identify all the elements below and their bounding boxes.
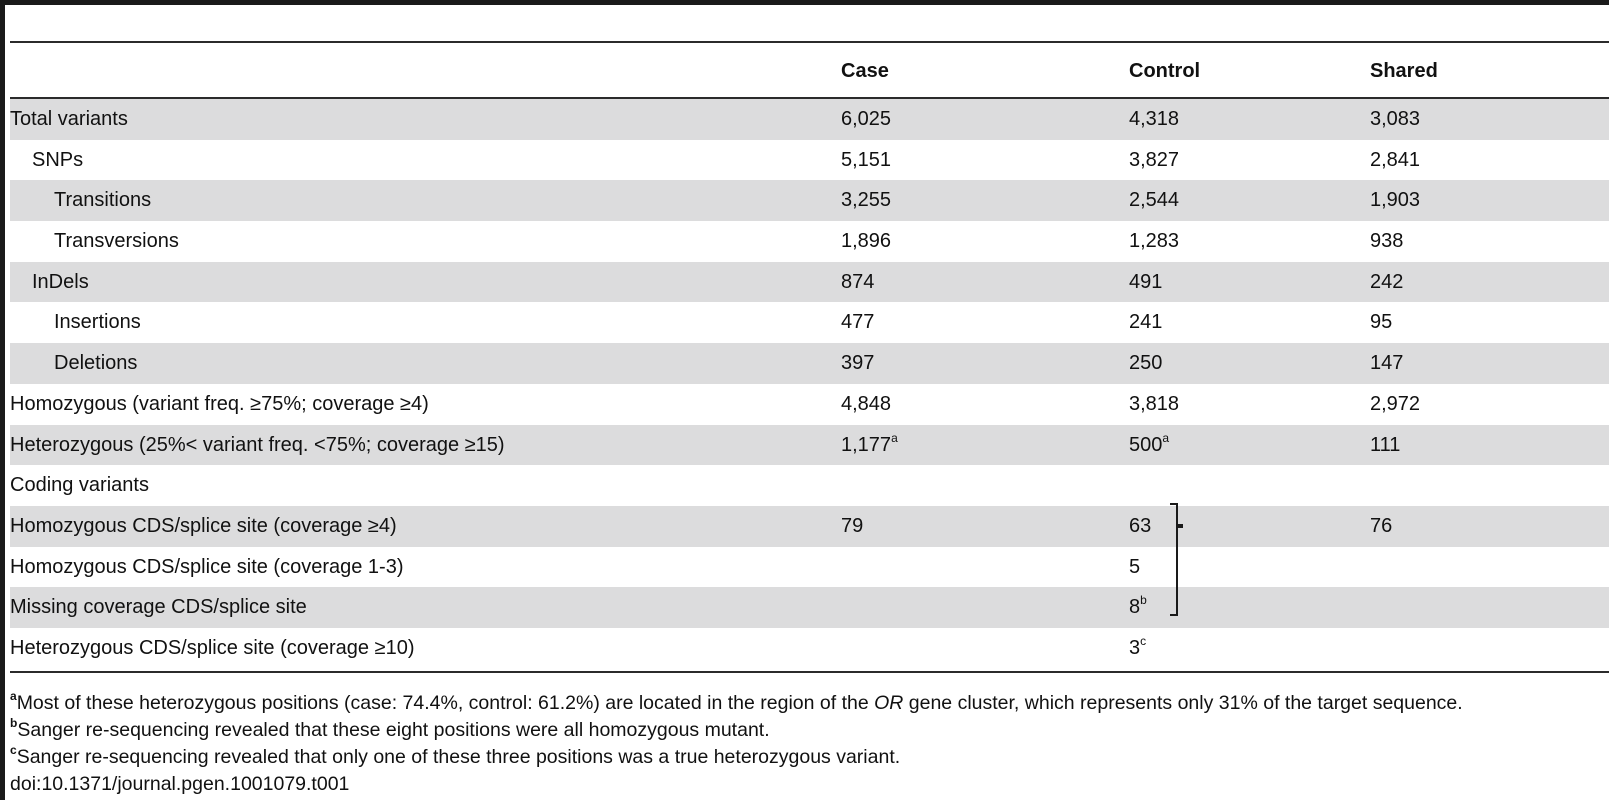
cell-control: 5 [1129, 555, 1141, 578]
row-label: Coding variants [10, 474, 149, 497]
cell-case: 3,255 [841, 189, 892, 212]
cell-case: 6,025 [841, 108, 892, 130]
cell-case: 874 [841, 270, 875, 293]
footnote-text: gene cluster, which represents only 31% of the target sequence. [903, 692, 1463, 714]
cell-control: 4,318 [1129, 108, 1180, 130]
table-row [10, 425, 1609, 466]
cell-shared: 95 [1370, 311, 1393, 334]
row-label: Transitions [54, 189, 152, 212]
row-label: SNPs [32, 148, 84, 171]
cell-shared: 147 [1370, 352, 1404, 375]
grouping-bracket-tick [1178, 524, 1183, 528]
footnote-b [10, 717, 1463, 744]
header-case: Case [841, 60, 889, 82]
left-border [0, 0, 5, 800]
table-bottom-rule [10, 671, 1609, 673]
footnote-text: Sanger re-sequencing revealed that these eight positions were all homozygous mutant. [17, 719, 770, 741]
cell-control: 63 [1129, 514, 1152, 537]
cell-control: 491 [1129, 270, 1163, 293]
row-label: Deletions [54, 352, 138, 375]
cell-control: 1,283 [1129, 230, 1180, 253]
cell-control: 3,818 [1129, 392, 1180, 415]
cell-case: 1,896 [841, 230, 892, 253]
table-row [10, 465, 1609, 506]
table-row [10, 180, 1609, 221]
cell-case: 5,151 [841, 148, 892, 171]
footnote-marker: c [1140, 633, 1147, 648]
row-label: Heterozygous (25%< variant freq. <75%; coverage ≥15) [10, 433, 505, 456]
top-border [0, 0, 1609, 5]
footnote-mark: c [10, 743, 17, 757]
cell-case: 79 [841, 514, 864, 537]
cell-control: 3$^c$ [1129, 633, 1147, 659]
cell-shared: 76 [1370, 514, 1393, 537]
table-row [10, 506, 1609, 547]
cell-shared: 242 [1370, 270, 1404, 293]
cell-control: 8$^b$ [1129, 593, 1147, 619]
cell-shared: 1,903 [1370, 189, 1421, 212]
cell-case: 477 [841, 311, 875, 334]
row-label: Insertions [54, 311, 141, 334]
cell-shared: 938 [1370, 230, 1404, 253]
cell-control: 500$^a$ [1129, 430, 1170, 456]
footnote-marker: a [1162, 430, 1170, 445]
table-row [10, 628, 1609, 669]
table-row [10, 140, 1609, 181]
footnote-text: Sanger re-sequencing revealed that only one of these three positions was a true heterozygous variant. [16, 746, 901, 768]
cell-control: 250 [1129, 352, 1163, 375]
footnotes [10, 690, 1463, 798]
table-row [10, 587, 1609, 628]
table-row [10, 343, 1609, 384]
cell-shared: 3,083 [1370, 108, 1421, 130]
footnote-mark: b [10, 716, 18, 730]
header-shared: Shared [1370, 60, 1438, 82]
table-row [10, 302, 1609, 343]
table-row [10, 384, 1609, 425]
cell-control: 241 [1129, 311, 1163, 334]
footnote-text: Most of these heterozygous positions (case: 74.4%, control: 61.2%) are located in the region of the [16, 692, 875, 714]
doi-text: doi:10.1371/journal.pgen.1001079.t001 [10, 773, 350, 795]
footnote-mark: a [10, 689, 17, 703]
cell-shared: 111 [1370, 433, 1401, 456]
row-label: Homozygous CDS/splice site (coverage ≥4) [10, 514, 397, 537]
cell-case: 1,177$^a$ [841, 430, 898, 456]
footnote-a [10, 690, 1463, 717]
cell-control: 3,827 [1129, 148, 1180, 171]
grouping-bracket [1170, 503, 1178, 616]
row-label: InDels [32, 270, 89, 293]
footnote-marker: a [891, 430, 898, 445]
footnote-marker: b [1140, 593, 1147, 608]
row-label: Homozygous CDS/splice site (coverage 1-3) [10, 555, 404, 578]
table-row [10, 547, 1609, 588]
cell-control: 2,544 [1129, 189, 1180, 212]
footnote-italic-text: OR [874, 692, 904, 714]
table-header [0, 42, 1609, 98]
table-row [10, 99, 1609, 140]
row-label: Transversions [54, 230, 179, 253]
row-label: Heterozygous CDS/splice site (coverage ≥10) [10, 636, 415, 659]
cell-case: 397 [841, 352, 875, 375]
footnote-c [10, 744, 1463, 771]
header-control: Control [1129, 60, 1201, 82]
row-label: Missing coverage CDS/splice site [10, 596, 307, 619]
cell-shared: 2,972 [1370, 392, 1421, 415]
cell-case: 4,848 [841, 392, 892, 415]
row-label: Total variants [10, 108, 128, 130]
cell-shared: 2,841 [1370, 148, 1421, 171]
table-body [10, 99, 1609, 669]
row-label: Homozygous (variant freq. ≥75%; coverage ≥4) [10, 392, 429, 415]
table-row [10, 221, 1609, 262]
table-row [10, 262, 1609, 303]
